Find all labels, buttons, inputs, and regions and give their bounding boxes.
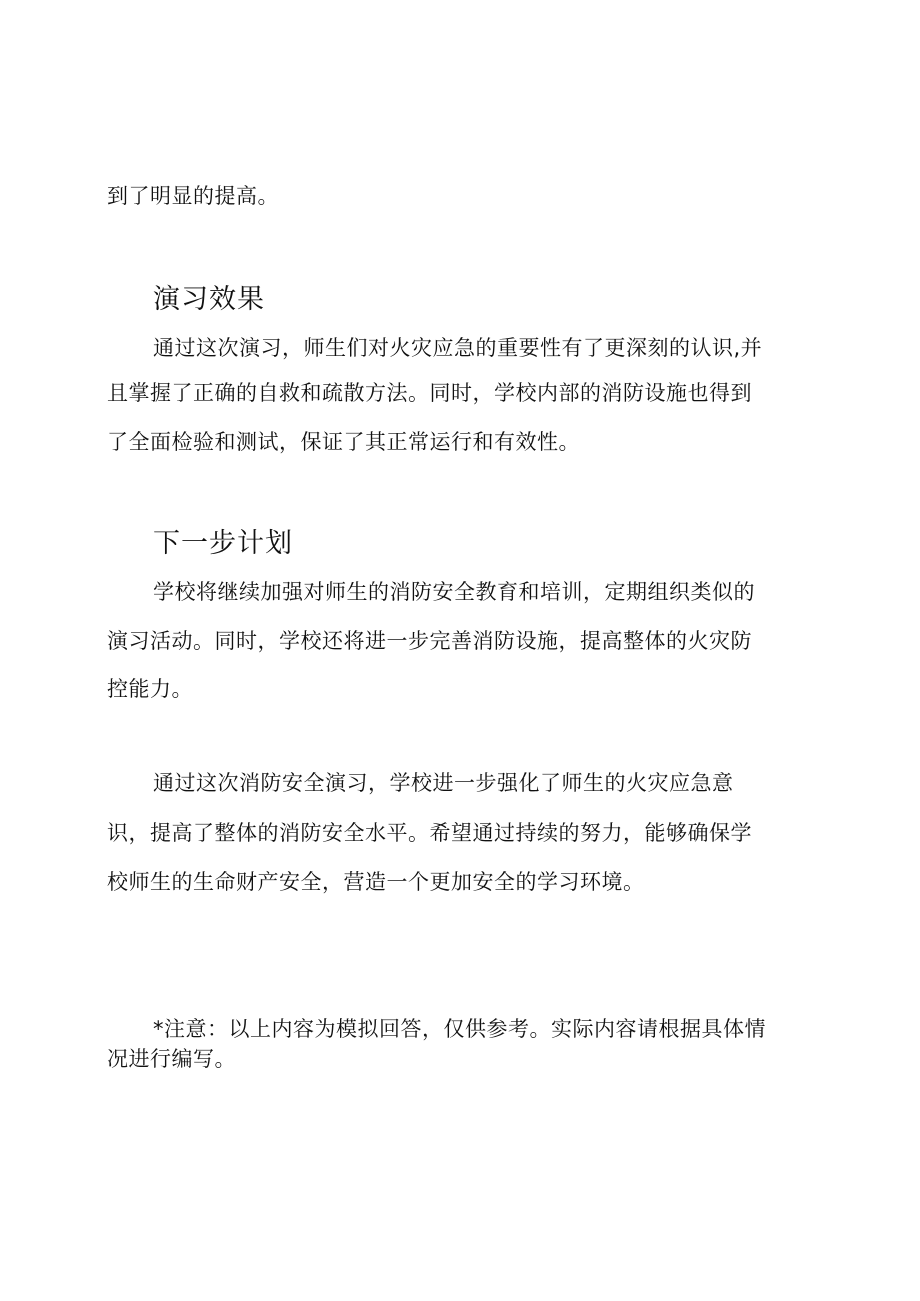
paragraph-line: 学校将继续加强对师生的消防安全教育和培训，定期组织类似的 — [153, 580, 755, 604]
continuation-text: 到了明显的提高。 — [107, 184, 279, 208]
paragraph-line: 且掌握了正确的自救和疏散方法。同时，学校内部的消防设施也得到 — [107, 381, 752, 405]
paragraph-line: 校师生的生命财产安全，营造一个更加安全的学习环境。 — [107, 870, 645, 894]
section-heading-next-plan: 下一步计划 — [153, 528, 293, 559]
paragraph-line: 识，提高了整体的消防安全水平。希望通过持续的努力，能够确保学 — [107, 821, 752, 845]
paragraph-line: 演习活动。同时，学校还将进一步完善消防设施，提高整体的火灾防 — [107, 629, 752, 653]
paragraph-line: 通过这次消防安全演习，学校进一步强化了师生的火灾应急意 — [153, 771, 734, 795]
note-line: 况进行编写。 — [107, 1047, 236, 1071]
section-heading-drill-results: 演习效果 — [153, 284, 265, 315]
paragraph-line: 控能力。 — [107, 677, 193, 701]
paragraph-line: 了全面检验和测试，保证了其正常运行和有效性。 — [107, 430, 580, 454]
note-line: *注意：以上内容为模拟回答，仅供参考。实际内容请根据具体情 — [153, 1017, 766, 1041]
paragraph-line: 通过这次演习，师生们对火灾应急的重要性有了更深刻的认识,并 — [153, 336, 763, 360]
